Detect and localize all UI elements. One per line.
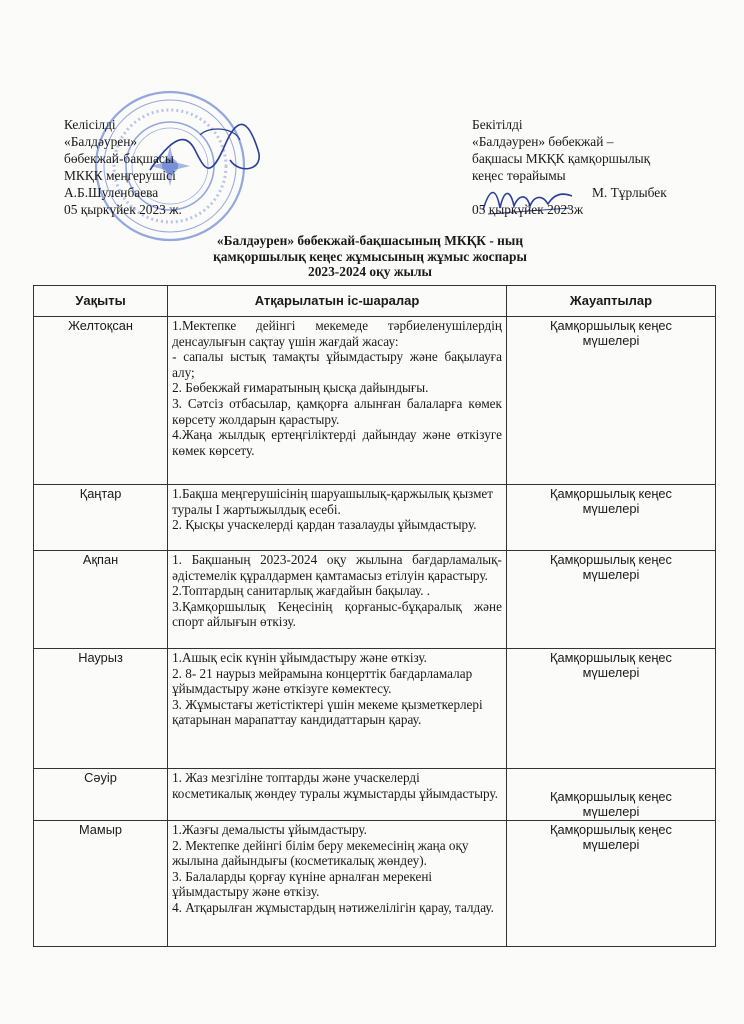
title-line-3: 2023-2024 оқу жылы: [308, 264, 432, 279]
responsible-text: Қамқоршылық кеңес мүшелері: [550, 318, 672, 348]
approval-left-line: бөбекжай-бақшасы: [64, 151, 174, 166]
activity-item: 2. Қысқы учаскелерді қардан тазалауды ұйымдастыру.: [172, 517, 477, 533]
row-activities: [168, 551, 507, 649]
row-time: Сәуір: [34, 769, 168, 821]
plan-table: [33, 285, 716, 947]
activity-item: 2. 8- 21 наурыз мейрамына концерттік бағдарламалар ұйымдастыру және өткізуге көмектесу.: [172, 665, 473, 697]
table-row: [34, 821, 716, 947]
table-row: [34, 485, 716, 551]
responsible-text: Қамқоршылық кеңес мүшелері: [550, 789, 672, 819]
approval-block-right: [472, 116, 692, 218]
activity-item: 2. Бөбекжай ғимаратының қысқа дайындығы.: [172, 380, 429, 396]
activity-item: 2.Топтардың санитарлық жағдайын бақылау. .: [172, 583, 431, 599]
approval-left-line: «Балдәурен»: [64, 134, 138, 149]
table-row: [34, 551, 716, 649]
activity-item: 1.Мектепке дейінгі мекемеде тәрбиеленушілердің денсаулығын сақтау үшін жағдай жасау:: [172, 318, 502, 349]
activity-item: 1.Бақша меңгерушісінің шаруашылық-қаржылық қызмет туралы I жартыжылдық есебі.: [172, 486, 494, 517]
row-responsible: [506, 649, 715, 769]
approval-right-line: «Балдәурен» бөбекжай –: [472, 134, 614, 149]
activity-item: - сапалы ыстық тамақты ұйымдастыру және бақылауға алу;: [172, 349, 502, 380]
row-responsible: [506, 317, 715, 485]
row-responsible: [506, 821, 715, 947]
table-row: [34, 649, 716, 769]
activity-item: 3.Қамқоршылық Кеңесінің қорғаныс-бұқаралық және спорт айлығын өткізу.: [172, 598, 502, 630]
row-time: Ақпан: [34, 551, 168, 649]
activity-item: 4. Атқарылған жұмыстардың нәтижелілігін қарау, талдау.: [172, 899, 494, 915]
row-time: Қаңтар: [34, 485, 168, 551]
row-responsible: [506, 769, 715, 821]
row-time: Желтоқсан: [34, 317, 168, 485]
row-activities: [168, 769, 507, 821]
title-line-2: қамқоршылық кеңес жұмысының жұмыс жоспары: [213, 248, 527, 264]
row-activities: [168, 649, 507, 769]
activity-item: 2. Мектепке дейінгі білім беру мекемесінің жаңа оқу жылына дайындығы (косметикалық жөндеу).: [172, 837, 469, 869]
approval-right-line: Бекітілді: [472, 117, 523, 132]
table-row: [34, 769, 716, 821]
row-responsible: [506, 485, 715, 551]
header-time: Уақыты: [34, 286, 168, 317]
activity-item: 1. Жаз мезгіліне топтарды және учаскелерді косметикалық жөндеу туралы жұмыстарды ұйымдастыру.: [172, 770, 499, 801]
activity-item: 3. Балаларды қорғау күніне арналған мерекені ұйымдастыру және өткізу.: [172, 868, 433, 900]
row-activities: [168, 821, 507, 947]
activity-item: 1.Жазғы демалысты ұйымдастыру.: [172, 822, 367, 837]
table-header-row: [34, 286, 716, 317]
header-activity: Атқарылатын іс-шаралар: [168, 286, 507, 317]
activity-item: 1. Бақшаның 2023-2024 оқу жылына бағдарламалық-әдістемелік құралдармен қамтамасыз етілуін қарастыру.: [172, 552, 502, 583]
activity-item: 1.Ашық есік күнін ұйымдастыру және өткізу.: [172, 650, 427, 665]
approval-left-line: Келісілді: [64, 117, 116, 132]
approval-left-line: 05 қыркүйек 2023 ж.: [64, 202, 182, 217]
responsible-text: Қамқоршылық кеңес мүшелері: [550, 552, 672, 582]
row-activities: [168, 317, 507, 485]
approval-left-line: А.Б.Шуленбаева: [64, 185, 159, 200]
row-activities: [168, 485, 507, 551]
header-responsible: Жауаптылар: [506, 286, 715, 317]
approval-right-line: бақшасы МКҚК қамқоршылық: [472, 151, 651, 166]
responsible-text: Қамқоршылық кеңес мүшелері: [550, 486, 672, 516]
approval-left-line: МКҚК меңгерушісі: [64, 168, 176, 183]
responsible-text: Қамқоршылық кеңес мүшелері: [550, 822, 672, 852]
activity-item: 3. Жұмыстағы жетістіктері үшін мекеме қызметкерлері қатарынан марапаттау кандидаттарын қарау.: [172, 696, 483, 728]
table-row: [34, 317, 716, 485]
row-time: Наурыз: [34, 649, 168, 769]
row-responsible: [506, 551, 715, 649]
activity-item: 3. Сәтсіз отбасылар, қамқорға алынған балаларға көмек көрсету жолдарын қарастыру.: [172, 395, 502, 427]
approval-right-date: 05 қыркүйек 2023ж: [472, 202, 584, 217]
document-title: [150, 233, 590, 280]
approval-block-left: [64, 116, 264, 218]
activity-item: 4.Жаңа жылдық ертеңгіліктерді дайындау және өткізуге көмек көрсету.: [172, 427, 502, 458]
responsible-text: Қамқоршылық кеңес мүшелері: [550, 650, 672, 680]
title-line-1: «Балдәурен» бөбекжай-бақшасының МКҚК - ның: [216, 233, 524, 248]
approval-right-line: кеңес төрайымы: [472, 168, 566, 183]
approval-right-signer: М. Тұрлыбек: [592, 185, 667, 200]
row-time: Мамыр: [34, 821, 168, 947]
